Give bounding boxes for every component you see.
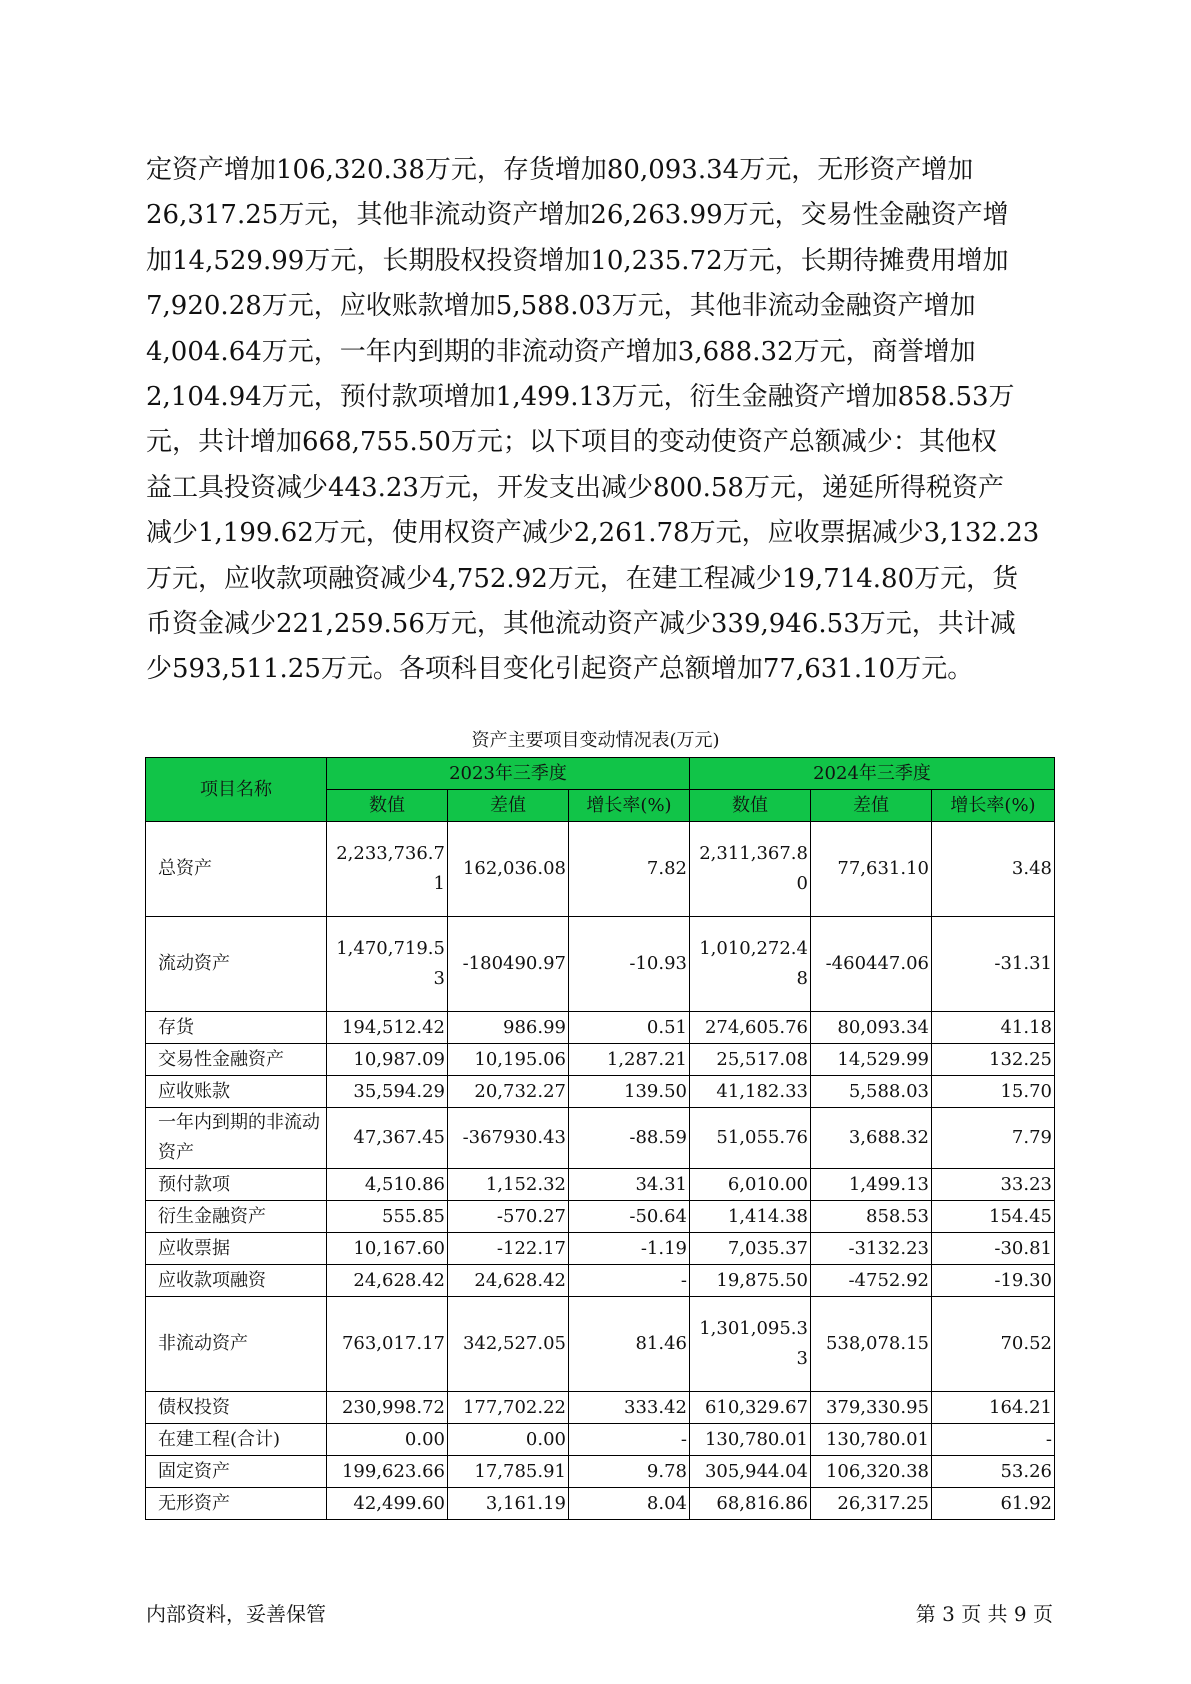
diff-2023: 162,036.08 [448, 822, 569, 917]
row-name: 预付款项 [146, 1169, 327, 1201]
value-2023: 42,499.60 [327, 1488, 448, 1520]
paragraph-line: 加14,529.99万元，长期股权投资增加10,235.72万元，长期待摊费用增加 [146, 245, 1009, 276]
value-2024: 41,182.33 [690, 1076, 811, 1108]
value-2023: 555.85 [327, 1201, 448, 1233]
table-row [146, 1233, 1055, 1265]
diff-2023: 24,628.42 [448, 1265, 569, 1297]
value-2024: 6,010.00 [690, 1169, 811, 1201]
diff-2024: -4752.92 [811, 1265, 932, 1297]
value-2024: 2,311,367.80 [690, 822, 811, 917]
growth-2023: 9.78 [569, 1456, 690, 1488]
growth-2023: -10.93 [569, 917, 690, 1012]
row-name: 流动资产 [146, 917, 327, 1012]
footer-confidential-note: 内部资料，妥善保管 [146, 1602, 326, 1626]
header-value: 数值 [690, 790, 811, 822]
diff-2024: 3,688.32 [811, 1108, 932, 1169]
growth-2024: 33.23 [932, 1169, 1055, 1201]
diff-2024: 106,320.38 [811, 1456, 932, 1488]
growth-2023: - [569, 1424, 690, 1456]
value-2023: 24,628.42 [327, 1265, 448, 1297]
asset-change-table [145, 757, 1055, 1520]
header-diff: 差值 [811, 790, 932, 822]
row-name: 存货 [146, 1012, 327, 1044]
growth-2024: 53.26 [932, 1456, 1055, 1488]
table-row [146, 1076, 1055, 1108]
paragraph-line: 少593,511.25万元。各项科目变化引起资产总额增加77,631.10万元。 [146, 654, 974, 685]
value-2023: 47,367.45 [327, 1108, 448, 1169]
growth-2024: 61.92 [932, 1488, 1055, 1520]
footer-page-number: 第 3 页 共 9 页 [915, 1602, 1053, 1626]
growth-2023: -50.64 [569, 1201, 690, 1233]
row-name: 在建工程(合计) [146, 1424, 327, 1456]
table-row [146, 1012, 1055, 1044]
diff-2024: -3132.23 [811, 1233, 932, 1265]
value-2024: 130,780.01 [690, 1424, 811, 1456]
value-2024: 7,035.37 [690, 1233, 811, 1265]
row-name: 固定资产 [146, 1456, 327, 1488]
row-name: 非流动资产 [146, 1297, 327, 1392]
table-row [146, 822, 1055, 917]
growth-2023: 81.46 [569, 1297, 690, 1392]
table-row [146, 1265, 1055, 1297]
value-2023: 10,987.09 [327, 1044, 448, 1076]
value-2023: 4,510.86 [327, 1169, 448, 1201]
table-row [146, 1392, 1055, 1424]
growth-2023: 1,287.21 [569, 1044, 690, 1076]
value-2023: 35,594.29 [327, 1076, 448, 1108]
diff-2024: 538,078.15 [811, 1297, 932, 1392]
row-name: 交易性金融资产 [146, 1044, 327, 1076]
growth-2024: -30.81 [932, 1233, 1055, 1265]
row-name: 应收票据 [146, 1233, 327, 1265]
diff-2023: 986.99 [448, 1012, 569, 1044]
diff-2024: 80,093.34 [811, 1012, 932, 1044]
growth-2023: 333.42 [569, 1392, 690, 1424]
table-row [146, 1488, 1055, 1520]
table-row [146, 917, 1055, 1012]
table-row [146, 1201, 1055, 1233]
diff-2024: 77,631.10 [811, 822, 932, 917]
row-name: 衍生金融资产 [146, 1201, 327, 1233]
diff-2023: 177,702.22 [448, 1392, 569, 1424]
value-2023: 194,512.42 [327, 1012, 448, 1044]
value-2023: 1,470,719.53 [327, 917, 448, 1012]
value-2023: 199,623.66 [327, 1456, 448, 1488]
value-2024: 1,414.38 [690, 1201, 811, 1233]
paragraph-line: 26,317.25万元，其他非流动资产增加26,263.99万元，交易性金融资产增 [146, 200, 1009, 231]
diff-2024: -460447.06 [811, 917, 932, 1012]
growth-2023: 0.51 [569, 1012, 690, 1044]
growth-2024: 7.79 [932, 1108, 1055, 1169]
growth-2024: 154.45 [932, 1201, 1055, 1233]
table-caption: 资产主要项目变动情况表(万元) [471, 730, 720, 751]
paragraph-line: 万元，应收款项融资减少4,752.92万元，在建工程减少19,714.80万元，货 [146, 563, 1019, 594]
paragraph-line: 定资产增加106,320.38万元，存货增加80,093.34万元，无形资产增加 [146, 155, 974, 185]
growth-2024: 15.70 [932, 1076, 1055, 1108]
paragraph-line: 4,004.64万元，一年内到期的非流动资产增加3,688.32万元，商誉增加 [146, 336, 976, 367]
growth-2023: 8.04 [569, 1488, 690, 1520]
paragraph-line: 7,920.28万元，应收账款增加5,588.03万元，其他非流动金融资产增加 [146, 291, 976, 322]
table-row [146, 1456, 1055, 1488]
header-value: 数值 [327, 790, 448, 822]
growth-2024: - [932, 1424, 1055, 1456]
header-growth: 增长率(%) [569, 790, 690, 822]
table-row [146, 1424, 1055, 1456]
paragraph-line: 2,104.94万元，预付款项增加1,499.13万元，衍生金融资产增加858.53万 [146, 382, 1015, 413]
growth-2024: 132.25 [932, 1044, 1055, 1076]
diff-2024: 1,499.13 [811, 1169, 932, 1201]
growth-2023: 7.82 [569, 822, 690, 917]
header-period-2023: 2023年三季度 [327, 758, 690, 790]
value-2024: 1,301,095.33 [690, 1297, 811, 1392]
header-period-2024: 2024年三季度 [690, 758, 1055, 790]
growth-2023: 139.50 [569, 1076, 690, 1108]
growth-2023: -88.59 [569, 1108, 690, 1169]
paragraph-line: 益工具投资减少443.23万元，开发支出减少800.58万元，递延所得税资产 [146, 472, 1004, 503]
growth-2023: -1.19 [569, 1233, 690, 1265]
row-name: 无形资产 [146, 1488, 327, 1520]
row-name: 一年内到期的非流动资产 [146, 1108, 327, 1169]
value-2023: 763,017.17 [327, 1297, 448, 1392]
table-row [146, 1044, 1055, 1076]
paragraph-line: 减少1,199.62万元，使用权资产减少2,261.78万元，应收票据减少3,132.23 [146, 518, 1040, 549]
diff-2023: 10,195.06 [448, 1044, 569, 1076]
value-2024: 274,605.76 [690, 1012, 811, 1044]
value-2024: 68,816.86 [690, 1488, 811, 1520]
header-growth: 增长率(%) [932, 790, 1055, 822]
diff-2024: 130,780.01 [811, 1424, 932, 1456]
value-2023: 2,233,736.71 [327, 822, 448, 917]
growth-2024: 3.48 [932, 822, 1055, 917]
diff-2024: 26,317.25 [811, 1488, 932, 1520]
header-item-name: 项目名称 [146, 758, 327, 822]
growth-2023: - [569, 1265, 690, 1297]
paragraph-line: 币资金减少221,259.56万元，其他流动资产减少339,946.53万元，共计减 [146, 609, 1016, 640]
table-row [146, 1297, 1055, 1392]
paragraph-line: 元，共计增加668,755.50万元；以下项目的变动使资产总额减少：其他权 [146, 427, 997, 458]
row-name: 应收账款 [146, 1076, 327, 1108]
diff-2023: -367930.43 [448, 1108, 569, 1169]
row-name: 债权投资 [146, 1392, 327, 1424]
value-2024: 1,010,272.48 [690, 917, 811, 1012]
diff-2023: -180490.97 [448, 917, 569, 1012]
diff-2024: 858.53 [811, 1201, 932, 1233]
diff-2024: 5,588.03 [811, 1076, 932, 1108]
value-2024: 25,517.08 [690, 1044, 811, 1076]
row-name: 总资产 [146, 822, 327, 917]
value-2024: 610,329.67 [690, 1392, 811, 1424]
value-2024: 19,875.50 [690, 1265, 811, 1297]
table-row [146, 1169, 1055, 1201]
diff-2023: 0.00 [448, 1424, 569, 1456]
body-paragraph [146, 148, 1046, 693]
diff-2023: 20,732.27 [448, 1076, 569, 1108]
diff-2024: 14,529.99 [811, 1044, 932, 1076]
value-2023: 230,998.72 [327, 1392, 448, 1424]
value-2023: 0.00 [327, 1424, 448, 1456]
growth-2024: -19.30 [932, 1265, 1055, 1297]
table-row [146, 1108, 1055, 1169]
diff-2023: 17,785.91 [448, 1456, 569, 1488]
growth-2024: 41.18 [932, 1012, 1055, 1044]
growth-2023: 34.31 [569, 1169, 690, 1201]
diff-2023: 1,152.32 [448, 1169, 569, 1201]
diff-2023: 3,161.19 [448, 1488, 569, 1520]
growth-2024: -31.31 [932, 917, 1055, 1012]
value-2023: 10,167.60 [327, 1233, 448, 1265]
diff-2023: -570.27 [448, 1201, 569, 1233]
diff-2024: 379,330.95 [811, 1392, 932, 1424]
value-2024: 305,944.04 [690, 1456, 811, 1488]
growth-2024: 70.52 [932, 1297, 1055, 1392]
diff-2023: 342,527.05 [448, 1297, 569, 1392]
header-diff: 差值 [448, 790, 569, 822]
row-name: 应收款项融资 [146, 1265, 327, 1297]
diff-2023: -122.17 [448, 1233, 569, 1265]
value-2024: 51,055.76 [690, 1108, 811, 1169]
growth-2024: 164.21 [932, 1392, 1055, 1424]
